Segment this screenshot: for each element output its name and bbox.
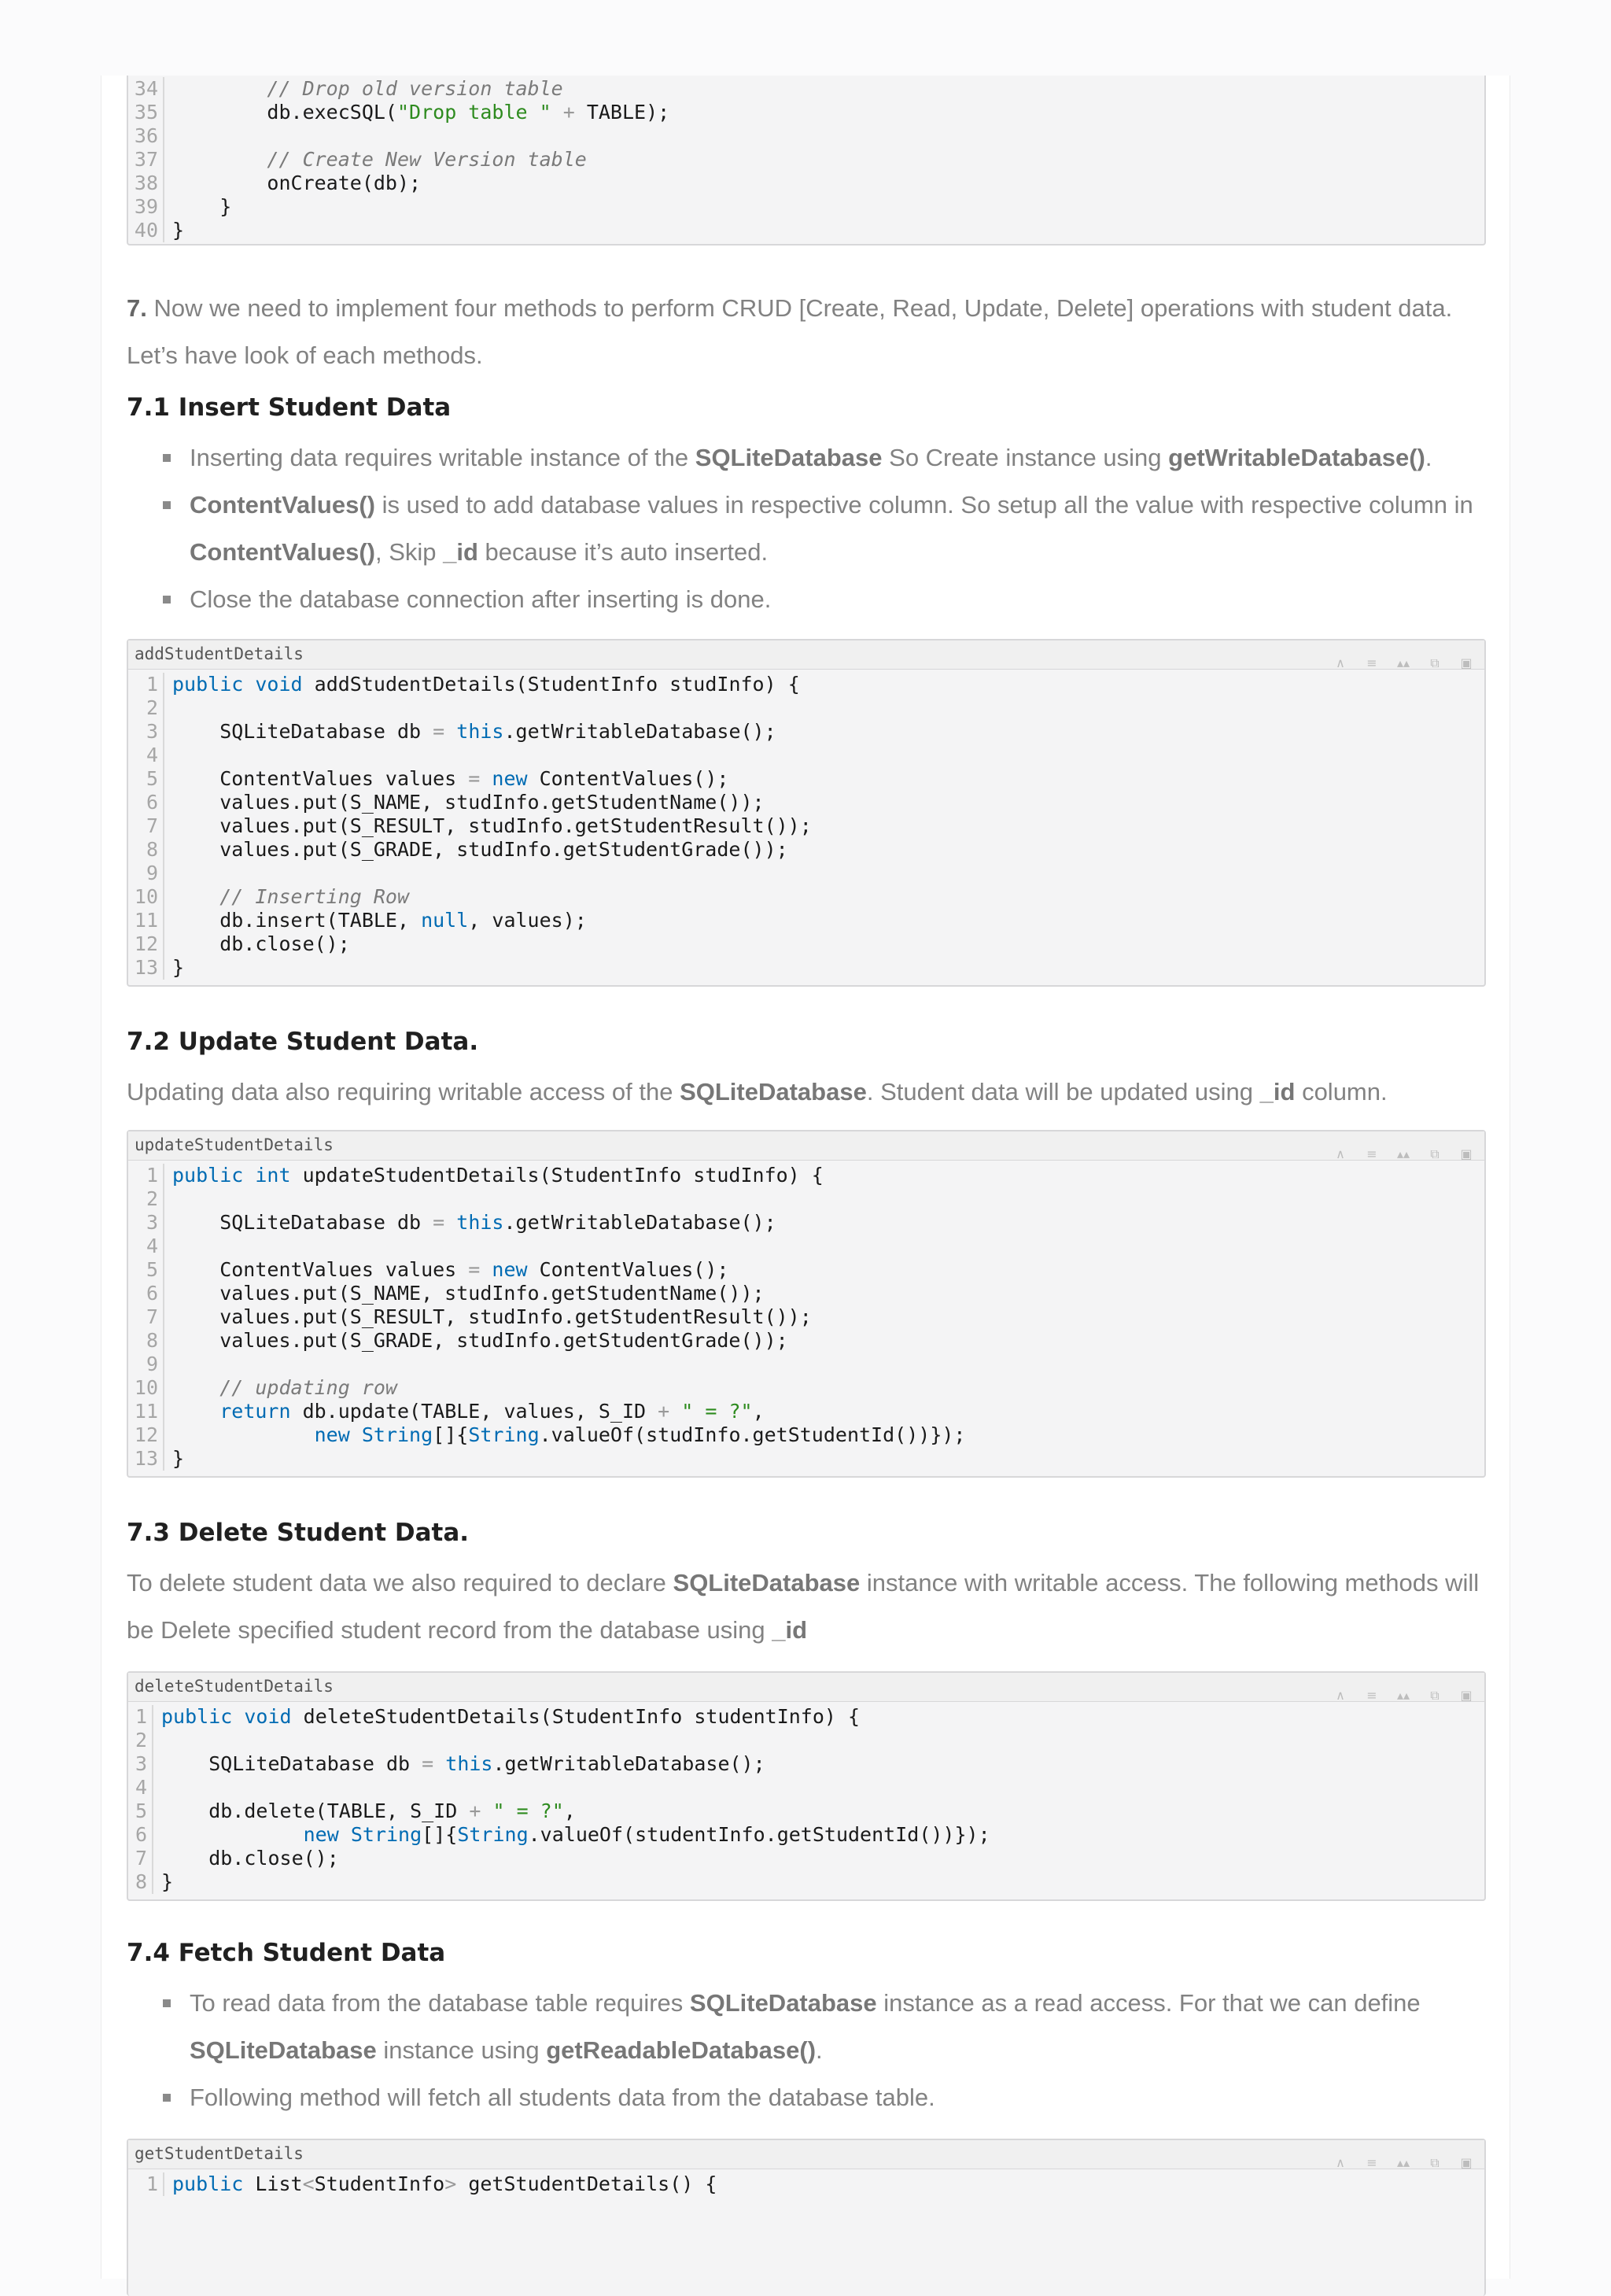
code-token — [444, 720, 456, 743]
text-run: To read data from the database table requires — [190, 1989, 690, 2017]
keyword-token: new — [492, 767, 528, 790]
keyword-token: new — [492, 1258, 528, 1281]
code-line — [172, 1187, 965, 1211]
code-line — [172, 862, 812, 885]
comment-token: // Inserting Row — [219, 885, 410, 908]
code-toolbar — [1329, 1146, 1478, 1160]
code-token: } — [172, 195, 232, 218]
collapse-icon[interactable]: ∧ — [1336, 1149, 1345, 1160]
line-number: 11 — [134, 1400, 158, 1423]
line-number: 2 — [135, 1729, 147, 1752]
code-token: } — [172, 1447, 185, 1470]
keyword-token: public — [172, 673, 244, 696]
line-number: 7 — [135, 1847, 147, 1870]
code-token — [480, 1258, 492, 1281]
emphasis-text: _id — [772, 1616, 808, 1644]
line-number: 36 — [134, 124, 158, 147]
code-token: } — [172, 219, 185, 242]
code-line — [172, 1282, 965, 1305]
line-number: 8 — [146, 838, 158, 861]
code-token: ContentValues(); — [527, 767, 729, 790]
code-lines — [153, 1705, 990, 1894]
code-token: values.put(S_RESULT, studInfo.getStudentResult()); — [172, 814, 812, 837]
code-token — [172, 77, 267, 100]
text-run: instance using — [376, 2036, 547, 2064]
code-token: values.put(S_NAME, studInfo.getStudentName()); — [172, 1282, 765, 1305]
code-token: getStudentDetails() { — [456, 2172, 717, 2195]
code-line — [161, 1870, 990, 1894]
emphasis-text: SQLiteDatabase — [190, 2036, 377, 2064]
line-number: 35 — [134, 101, 158, 124]
copy-icon[interactable]: ⧉ — [1430, 1149, 1440, 1160]
expand-icon[interactable]: ▴▴ — [1396, 1690, 1410, 1701]
line-number: 1 — [146, 2172, 158, 2195]
code-line — [161, 1800, 990, 1823]
code-token: , — [752, 1400, 765, 1423]
keyword-token: this — [456, 720, 504, 743]
bullet-item — [127, 1980, 1486, 2074]
code-token: onCreate(db); — [172, 172, 422, 194]
code-line — [161, 1705, 990, 1729]
operator-token: = — [468, 1258, 481, 1281]
fetch-bullet-list — [127, 1980, 1486, 2121]
code-token — [243, 1164, 255, 1187]
line-number: 10 — [134, 1376, 158, 1399]
keyword-token: String — [468, 1423, 540, 1446]
code-line — [172, 2172, 717, 2196]
emphasis-text: ContentValues() — [190, 538, 375, 566]
code-token: .valueOf(studentInfo.getStudentId())}); — [528, 1823, 990, 1846]
code-body — [128, 1161, 1484, 1471]
code-line — [172, 219, 669, 242]
view-plain-icon[interactable]: ≡ — [1366, 2158, 1377, 2169]
code-line — [172, 838, 812, 862]
emphasis-text: _id — [443, 538, 478, 566]
popout-icon[interactable]: ▣ — [1460, 658, 1473, 669]
code-token: .getWritableDatabase(); — [492, 1752, 765, 1775]
bullet-item — [127, 576, 1486, 623]
emphasis-text: getWritableDatabase() — [1168, 444, 1425, 471]
code-body — [128, 2169, 1484, 2196]
keyword-token: public — [172, 2172, 244, 2195]
keyword-token: String — [350, 1823, 422, 1846]
code-token — [339, 1823, 351, 1846]
code-body — [128, 670, 1484, 980]
article-page — [101, 76, 1510, 2279]
code-token — [172, 1376, 219, 1399]
expand-icon[interactable]: ▴▴ — [1396, 2158, 1410, 2169]
line-number: 8 — [146, 1329, 158, 1352]
text-run: Updating data also requiring writable access of the — [127, 1078, 680, 1106]
code-token — [232, 1705, 244, 1728]
code-token: db.delete(TABLE, S_ID — [161, 1800, 470, 1822]
code-block-get-students — [127, 2139, 1486, 2296]
code-line — [172, 1258, 965, 1282]
expand-icon[interactable]: ▴▴ — [1396, 1149, 1410, 1160]
code-line — [172, 77, 669, 101]
collapse-icon[interactable]: ∧ — [1336, 658, 1345, 669]
code-line — [161, 1729, 990, 1752]
code-token: ContentValues values — [172, 1258, 469, 1281]
expand-icon[interactable]: ▴▴ — [1396, 658, 1410, 669]
code-line — [172, 101, 669, 124]
code-line — [172, 1353, 965, 1376]
code-lines — [164, 1164, 965, 1471]
line-number: 7 — [146, 1305, 158, 1328]
text-run: So Create instance using — [882, 444, 1169, 471]
code-line — [172, 932, 812, 956]
code-lines — [164, 77, 669, 242]
text-run: To delete student data we also required to declare — [127, 1569, 673, 1596]
code-lines — [164, 2172, 717, 2196]
code-token — [481, 1800, 492, 1822]
code-line — [172, 1211, 965, 1235]
line-number: 4 — [146, 1235, 158, 1257]
view-plain-icon[interactable]: ≡ — [1366, 658, 1377, 669]
line-number: 13 — [134, 1447, 158, 1470]
line-number: 11 — [134, 909, 158, 932]
line-number: 3 — [146, 1211, 158, 1234]
line-number: 12 — [134, 1423, 158, 1446]
emphasis-text: SQLiteDatabase — [695, 444, 883, 471]
line-number-gutter — [128, 77, 164, 242]
line-number: 5 — [146, 767, 158, 790]
section-heading-insert: 7.1 Insert Student Data — [127, 393, 452, 422]
view-plain-icon[interactable]: ≡ — [1366, 1149, 1377, 1160]
code-block-title: getStudentDetails — [135, 2144, 304, 2163]
operator-token: + — [551, 101, 587, 124]
line-number-gutter — [128, 1164, 164, 1471]
line-number-gutter — [128, 1705, 153, 1894]
copy-icon[interactable]: ⧉ — [1430, 2158, 1440, 2169]
code-line — [172, 767, 812, 791]
code-line — [172, 720, 812, 744]
code-token — [243, 673, 255, 696]
code-line — [172, 791, 812, 814]
operator-token: = — [433, 720, 445, 743]
comment-token: // Drop old version table — [267, 77, 563, 100]
code-toolbar — [1329, 2154, 1478, 2169]
text-run: Close the database connection after inserting is done. — [190, 585, 772, 613]
string-token: " = ?" — [492, 1800, 564, 1822]
code-token — [172, 148, 267, 171]
emphasis-text: getReadableDatabase() — [546, 2036, 817, 2064]
line-number: 9 — [146, 862, 158, 884]
line-number: 10 — [134, 885, 158, 908]
line-number: 40 — [134, 219, 158, 242]
code-line — [172, 696, 812, 720]
insert-bullet-list — [127, 434, 1486, 623]
code-toolbar — [1329, 1687, 1478, 1701]
code-line — [161, 1847, 990, 1870]
line-number: 1 — [146, 1164, 158, 1187]
popout-icon[interactable]: ▣ — [1460, 2158, 1473, 2169]
code-block-title: updateStudentDetails — [135, 1135, 334, 1154]
comment-token: // Create New Version table — [267, 148, 587, 171]
line-number: 12 — [134, 932, 158, 955]
code-token — [172, 1423, 315, 1446]
operator-token: + — [469, 1800, 481, 1822]
code-line — [172, 956, 812, 980]
text-run: , Skip — [374, 538, 444, 566]
code-line — [172, 1305, 965, 1329]
bullet-item — [127, 434, 1486, 482]
code-token: db.close(); — [172, 932, 350, 955]
line-number: 34 — [134, 77, 158, 100]
keyword-token: null — [421, 909, 469, 932]
operator-token: = — [433, 1211, 445, 1234]
collapse-icon[interactable]: ∧ — [1336, 2158, 1345, 2169]
code-token — [480, 767, 492, 790]
code-token: db.close(); — [161, 1847, 339, 1870]
code-token: TABLE); — [586, 101, 670, 124]
keyword-token: new — [303, 1823, 339, 1846]
popout-icon[interactable]: ▣ — [1460, 1149, 1473, 1160]
step-7-paragraph — [127, 285, 1486, 379]
line-number: 8 — [135, 1870, 147, 1893]
code-toolbar — [1329, 655, 1478, 669]
code-line — [172, 1376, 965, 1400]
code-line — [172, 1164, 965, 1187]
code-block-header — [128, 640, 1484, 670]
code-line — [161, 1752, 990, 1776]
keyword-token: public — [172, 1164, 244, 1187]
keyword-token: new — [314, 1423, 350, 1446]
code-token: db.update(TABLE, values, S_ID — [290, 1400, 658, 1423]
delete-paragraph — [127, 1560, 1486, 1654]
code-token: ContentValues(); — [527, 1258, 729, 1281]
operator-token: = — [468, 767, 481, 790]
code-token: db.execSQL( — [172, 101, 397, 124]
keyword-token: String — [457, 1823, 529, 1846]
code-block-title: addStudentDetails — [135, 644, 304, 663]
line-number: 9 — [146, 1353, 158, 1375]
code-block-add-student — [127, 639, 1486, 987]
code-token — [669, 1400, 681, 1423]
code-token: .getWritableDatabase(); — [503, 1211, 776, 1234]
operator-token: = — [422, 1752, 434, 1775]
keyword-token: int — [255, 1164, 291, 1187]
line-number: 6 — [146, 791, 158, 814]
keyword-token: this — [456, 1211, 504, 1234]
line-number: 3 — [146, 720, 158, 743]
step-number: 7. — [127, 294, 147, 322]
text-run: column. — [1295, 1078, 1388, 1106]
line-number: 2 — [146, 696, 158, 719]
code-line — [172, 1447, 965, 1471]
code-line — [172, 124, 669, 148]
line-number: 39 — [134, 195, 158, 218]
emphasis-text: ContentValues() — [190, 491, 375, 519]
line-number: 38 — [134, 172, 158, 194]
code-token: List — [243, 2172, 303, 2195]
copy-icon[interactable]: ⧉ — [1430, 658, 1440, 669]
code-line — [172, 148, 669, 172]
comment-token: // updating row — [219, 1376, 397, 1399]
code-token: []{ — [422, 1823, 458, 1846]
code-token: values.put(S_NAME, studInfo.getStudentName()); — [172, 791, 765, 814]
update-paragraph — [127, 1069, 1486, 1116]
line-number-gutter — [128, 2172, 164, 2196]
code-token — [172, 1400, 219, 1423]
code-token: .valueOf(studInfo.getStudentId())}); — [539, 1423, 966, 1446]
code-token: , — [563, 1800, 576, 1822]
code-block-header — [128, 1131, 1484, 1161]
code-token: values.put(S_GRADE, studInfo.getStudentGrade()); — [172, 1329, 788, 1352]
bullet-item — [127, 2074, 1486, 2121]
code-block-update-student — [127, 1130, 1486, 1478]
text-run: . — [816, 2036, 823, 2064]
code-line — [161, 1823, 990, 1847]
code-token — [161, 1823, 304, 1846]
line-number: 5 — [146, 1258, 158, 1281]
code-line — [172, 814, 812, 838]
line-number: 5 — [135, 1800, 147, 1822]
line-number: 6 — [135, 1823, 147, 1846]
bullet-item — [127, 482, 1486, 576]
popout-icon[interactable]: ▣ — [1460, 1690, 1473, 1701]
emphasis-text: SQLiteDatabase — [689, 1989, 877, 2017]
code-token: SQLiteDatabase db — [172, 720, 433, 743]
code-token: } — [161, 1870, 174, 1893]
code-token: db.insert(TABLE, — [172, 909, 422, 932]
section-heading-delete: 7.3 Delete Student Data. — [127, 1519, 470, 1547]
code-token: SQLiteDatabase db — [161, 1752, 422, 1775]
line-number-gutter — [128, 673, 164, 980]
code-token: deleteStudentDetails(StudentInfo studentInfo) { — [291, 1705, 861, 1728]
section-heading-update: 7.2 Update Student Data. — [127, 1028, 479, 1056]
text-run: instance with writable access. The following methods will be Delete specified student record from the database using — [127, 1569, 1480, 1644]
emphasis-text: _id — [1259, 1078, 1296, 1106]
keyword-token: public — [161, 1705, 233, 1728]
code-token: .getWritableDatabase(); — [503, 720, 776, 743]
line-number: 1 — [135, 1705, 147, 1728]
code-body — [128, 1702, 1484, 1894]
code-block-onupgrade-tail — [127, 76, 1486, 245]
code-token: ContentValues values — [172, 767, 469, 790]
code-token — [350, 1423, 362, 1446]
text-run: because it’s auto inserted. — [477, 538, 769, 566]
operator-token: > — [444, 2172, 457, 2195]
code-line — [172, 885, 812, 909]
keyword-token: String — [361, 1423, 433, 1446]
code-block-title: deleteStudentDetails — [135, 1677, 334, 1696]
emphasis-text: SQLiteDatabase — [680, 1078, 867, 1106]
keyword-token: void — [255, 673, 303, 696]
line-number: 2 — [146, 1187, 158, 1210]
code-block-delete-student — [127, 1671, 1486, 1901]
keyword-token: this — [445, 1752, 493, 1775]
line-number: 7 — [146, 814, 158, 837]
step-7-text: Now we need to implement four methods to perform CRUD [Create, Read, Update, Delete] operations with student data. Let’s have look of each methods. — [127, 294, 1453, 369]
string-token: " = ?" — [681, 1400, 753, 1423]
code-token: , values); — [468, 909, 587, 932]
line-number: 6 — [146, 1282, 158, 1305]
code-token — [433, 1752, 445, 1775]
string-token: "Drop table " — [396, 101, 551, 124]
code-line — [172, 1235, 965, 1258]
code-token: values.put(S_GRADE, studInfo.getStudentGrade()); — [172, 838, 788, 861]
line-number: 4 — [135, 1776, 147, 1799]
code-line — [172, 1423, 965, 1447]
code-token: SQLiteDatabase db — [172, 1211, 433, 1234]
emphasis-text: SQLiteDatabase — [673, 1569, 861, 1596]
code-line — [161, 1776, 990, 1800]
line-number: 4 — [146, 744, 158, 766]
code-block-header — [128, 2140, 1484, 2169]
code-line — [172, 909, 812, 932]
code-line — [172, 195, 669, 219]
collapse-icon[interactable]: ∧ — [1336, 1690, 1345, 1701]
line-number: 13 — [134, 956, 158, 979]
code-line — [172, 673, 812, 696]
code-block-header — [128, 1673, 1484, 1702]
code-token: updateStudentDetails(StudentInfo studInfo) { — [290, 1164, 824, 1187]
text-run: . Student data will be updated using — [866, 1078, 1260, 1106]
code-token: addStudentDetails(StudentInfo studInfo) { — [302, 673, 800, 696]
code-line — [172, 1400, 965, 1423]
text-run: Following method will fetch all students data from the database table. — [190, 2084, 935, 2111]
code-token — [172, 885, 219, 908]
code-line — [172, 1329, 965, 1353]
text-run: instance as a read access. For that we can define — [876, 1989, 1421, 2017]
code-lines — [164, 673, 812, 980]
keyword-token: void — [244, 1705, 292, 1728]
section-heading-fetch: 7.4 Fetch Student Data — [127, 1939, 446, 1967]
code-body — [128, 76, 1484, 242]
line-number: 3 — [135, 1752, 147, 1775]
code-token: []{ — [433, 1423, 469, 1446]
code-line — [172, 744, 812, 767]
line-number: 37 — [134, 148, 158, 171]
text-run: Inserting data requires writable instance of the — [190, 444, 695, 471]
copy-icon[interactable]: ⧉ — [1430, 1690, 1440, 1701]
code-token — [444, 1211, 456, 1234]
code-token: } — [172, 956, 185, 979]
code-token: StudentInfo — [314, 2172, 445, 2195]
view-plain-icon[interactable]: ≡ — [1366, 1690, 1377, 1701]
code-token: values.put(S_RESULT, studInfo.getStudentResult()); — [172, 1305, 812, 1328]
code-line — [172, 172, 669, 195]
line-number: 1 — [146, 673, 158, 696]
text-run: is used to add database values in respective column. So setup all the value with respective column in — [374, 491, 1473, 519]
text-run: . — [1425, 444, 1432, 471]
operator-token: + — [658, 1400, 670, 1423]
operator-token: < — [302, 2172, 315, 2195]
keyword-token: return — [219, 1400, 291, 1423]
